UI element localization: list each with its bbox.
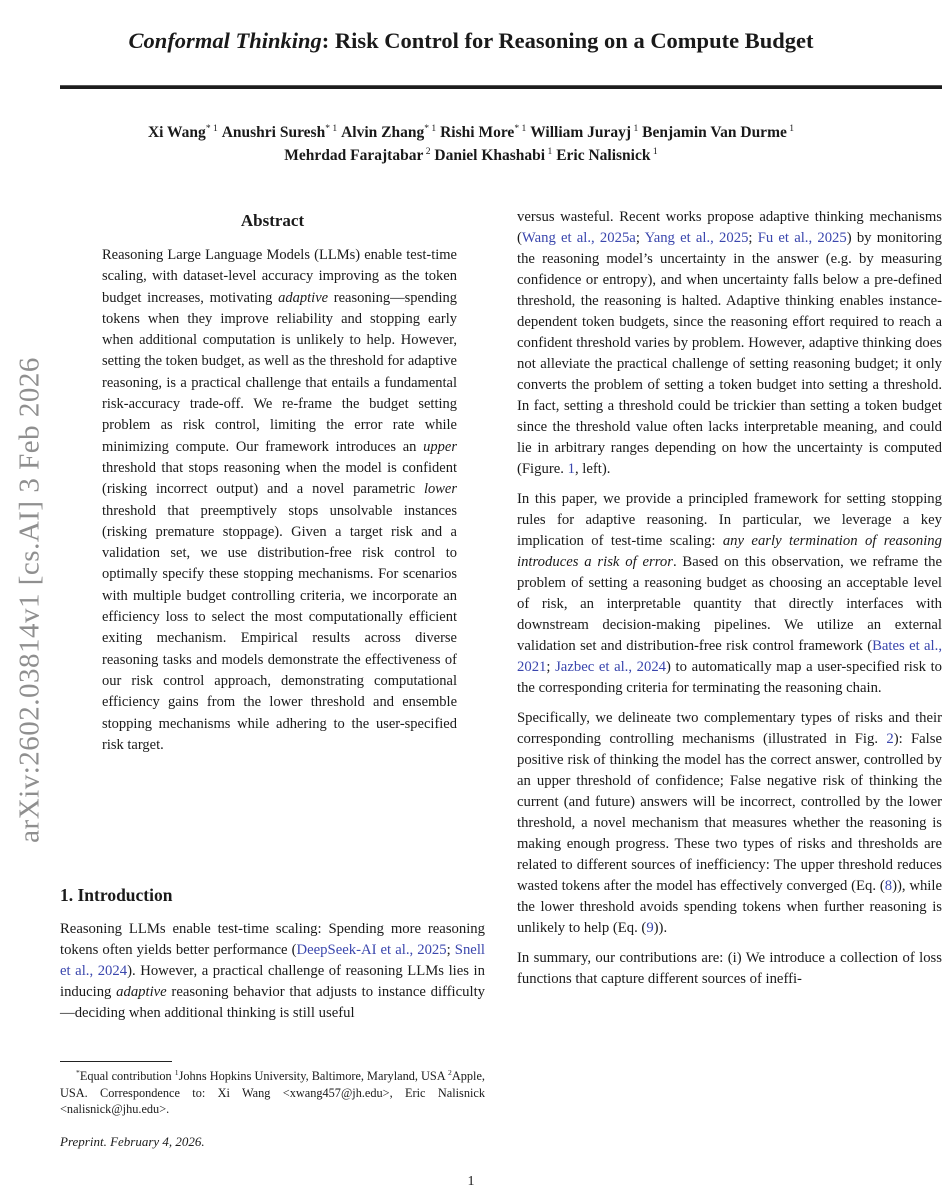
text-segment: Eric Nalisnick [556, 147, 651, 164]
text-segment: ). However, a practical challenge of reasoning LLMs lies in inducing [60, 963, 485, 1000]
text-segment: ; [446, 942, 455, 958]
footnote-divider [60, 1061, 172, 1062]
text-segment: * 1 [325, 122, 338, 134]
text-segment: : Risk Control for Reasoning on a Compute Budget [321, 28, 814, 53]
text-segment: In summary, our contributions are: (i) We introduce a collection of loss functions that capture different sources of ineffi- [517, 950, 942, 987]
text-segment: adaptive [278, 289, 329, 306]
text-segment: 1 [650, 145, 658, 157]
title-divider [60, 85, 942, 89]
text-segment: In this paper, we provide a principled framework for setting stopping rules for adaptive reasoning. In particular, we leverage a key implication of test-time scaling: [517, 491, 942, 549]
citation-link[interactable]: Yang et al., 2025 [644, 230, 749, 246]
text-segment: 2 [423, 145, 431, 157]
text-segment: 2 [448, 1067, 452, 1077]
text-segment: Conformal Thinking [128, 28, 322, 53]
text-segment: reasoning—spending tokens when they improve reliability and stopping early when additional computation is unlikely to help. However, setting the token budget, as well as the threshold for adaptive reasoning, is a practical challenge that entails a fundamental risk-accuracy trade-off. We re-frame the budget setting problem as risk control, limiting the error rate while minimizing compute. Our framework introduces an [102, 289, 457, 455]
citation-link[interactable]: Bates et al., 2021 [517, 638, 942, 675]
abstract-heading: Abstract [240, 211, 305, 230]
text-segment: 1 [545, 145, 553, 157]
citation-link[interactable]: 9 [646, 920, 654, 936]
text-segment: Xi Wang [147, 124, 206, 141]
citation-link[interactable]: DeepSeek-AI et al., 2025 [296, 942, 447, 958]
page-number: 1 [467, 1174, 475, 1189]
text-segment: Alvin Zhang [341, 124, 425, 141]
author-line-2 [0, 144, 942, 167]
text-segment: * 1 [514, 122, 527, 134]
text-segment: Specifically, we delineate two complementary types of risks and their corresponding controlling mechanisms (illustrated in Fig. [517, 710, 942, 747]
text-segment: Daniel Khashabi [434, 147, 546, 164]
text-segment: William Jurayj [530, 124, 632, 141]
text-segment: Johns Hopkins University, Baltimore, Maryland, USA [178, 1069, 449, 1083]
two-column-body [60, 207, 942, 1170]
body-paragraph [517, 207, 942, 480]
paper-title [0, 28, 942, 54]
text-segment: any early termination of reasoning introduces a risk of error [517, 533, 942, 570]
text-segment: ): False positive risk of thinking the model has the correct answer, controlled by an upper threshold of confidence; False negative risk of thinking the current (and future) answers will be incorrect, controlled by the lower threshold, a novel mechanism that measures whether the reasoning is making enough progress. These two types of risks and thresholds are related to different sources of inefficiency: The upper threshold reduces wasted tokens after the model has effectively converged (Eq. ( [517, 731, 942, 894]
preprint-note: Preprint. February 4, 2026. [60, 1133, 205, 1149]
citation-link[interactable]: 2 [886, 731, 894, 747]
text-segment: )), while the lower threshold avoids spending tokens when further reasoning is unlikely to help (Eq. ( [517, 878, 942, 936]
citation-link[interactable]: Snell et al., 2024 [60, 942, 485, 979]
text-segment: Equal contribution [79, 1069, 175, 1083]
text-segment: adaptive [116, 984, 167, 1000]
text-segment: 1 [631, 122, 639, 134]
citation-link[interactable]: Fu et al., 2025 [757, 230, 847, 246]
footnote-text [60, 1068, 485, 1118]
text-segment: ; [748, 230, 758, 246]
right-column [517, 207, 942, 1165]
text-segment: . Based on this observation, we reframe the problem of setting a reasoning budget as choosing an acceptable level of risk, an interpretable quantity that directly interfaces with downstream decision-making pipelines. We utilize an external validation set and distribution-free risk control framework ( [517, 554, 942, 654]
section-heading-introduction: 1. Introduction [60, 885, 173, 905]
text-segment: Mehrdad Farajtabar [284, 147, 424, 164]
text-segment: * 1 [424, 122, 437, 134]
citation-link[interactable]: Wang et al., 2025a [521, 230, 636, 246]
text-segment: * 1 [205, 122, 218, 134]
text-segment: threshold that preemptively stops unsolvable instances (risking premature stoppage). Given a target risk and a validation set, we use distribution-free risk control to optimally specify these stopping mechanisms. For scenarios with multiple budget controlling criteria, we incorporate an efficiency loss to select the most computationally efficient exiting mechanism. Empirical results across diverse reasoning tasks and models demonstrate the effectiveness of our risk control approach, demonstrating computational efficiency gains from the lower threshold and ensemble stopping mechanisms while adhering to the user-specified risk target. [102, 502, 457, 753]
text-segment: ; [635, 230, 645, 246]
text-segment: threshold that stops reasoning when the model is confident (risking incorrect output) and a novel parametric [102, 459, 457, 498]
body-paragraph [517, 948, 942, 990]
text-segment: lower [423, 481, 457, 498]
text-segment: ; [546, 659, 556, 675]
text-segment: Reasoning LLMs enable test-time scaling: Spending more reasoning tokens often yields better performance ( [60, 921, 485, 958]
author-line-1 [0, 121, 942, 144]
text-segment: Apple, USA. Correspondence to: Xi Wang <xwang457@jh.edu>, Eric Nalisnick <nalisnick@jhu.edu>. [60, 1069, 485, 1116]
text-segment: 1 [786, 122, 795, 134]
author-list [0, 121, 942, 167]
text-segment: ) by monitoring the reasoning model’s uncertainty in the answer (e.g. by measuring confidence or entropy), and when uncertainty falls below a pre-defined threshold, the reasoning is halted. Adaptive thinking enables instance-dependent token budgets, since the reasoning effort required to reach a confident threshold varies by problem. However, adaptive thinking does not alleviate the practical challenge of setting reasoning budget; it only converts the problem of setting a token budget into setting a threshold. In fact, setting a threshold could be trickier than setting a token budget since the threshold value often lacks interpretable meaning, and could lie in arbitrary ranges depending on how the uncertainty is computed (Figure. [517, 230, 942, 477]
arxiv-watermark: arXiv:2602.03814v1 [cs.AI] 3 Feb 2026 [13, 357, 46, 843]
text-segment: 1 [174, 1067, 179, 1077]
citation-link[interactable]: 1 [567, 461, 575, 477]
left-column [60, 207, 485, 1170]
body-paragraph [517, 489, 942, 699]
text-segment: Reasoning Large Language Models (LLMs) enable test-time scaling, with dataset-level accuracy improving as the token budget increases, motivating [102, 247, 457, 306]
text-segment: Rishi More [440, 124, 515, 141]
body-paragraph [517, 708, 942, 939]
text-segment: reasoning behavior that adjusts to instance difficulty—deciding when additional thinking is still useful [60, 984, 485, 1021]
text-segment: Anushri Suresh [221, 124, 326, 141]
abstract-text [102, 245, 457, 756]
footnote-block [60, 1061, 485, 1150]
text-segment: ) to automatically map a user-specified risk to the corresponding criteria for terminating the reasoning chain. [517, 659, 942, 696]
text-segment: upper [423, 438, 457, 455]
text-segment: Benjamin Van Durme [642, 124, 787, 141]
text-segment: versus wasteful. Recent works propose adaptive thinking mechanisms ( [517, 209, 942, 246]
text-segment: )). [653, 920, 668, 936]
text-segment: , left). [574, 461, 611, 477]
citation-link[interactable]: Jazbec et al., 2024 [555, 659, 667, 675]
introduction-paragraph [60, 919, 485, 1024]
text-segment: * [76, 1067, 80, 1077]
citation-link[interactable]: 8 [884, 878, 893, 894]
